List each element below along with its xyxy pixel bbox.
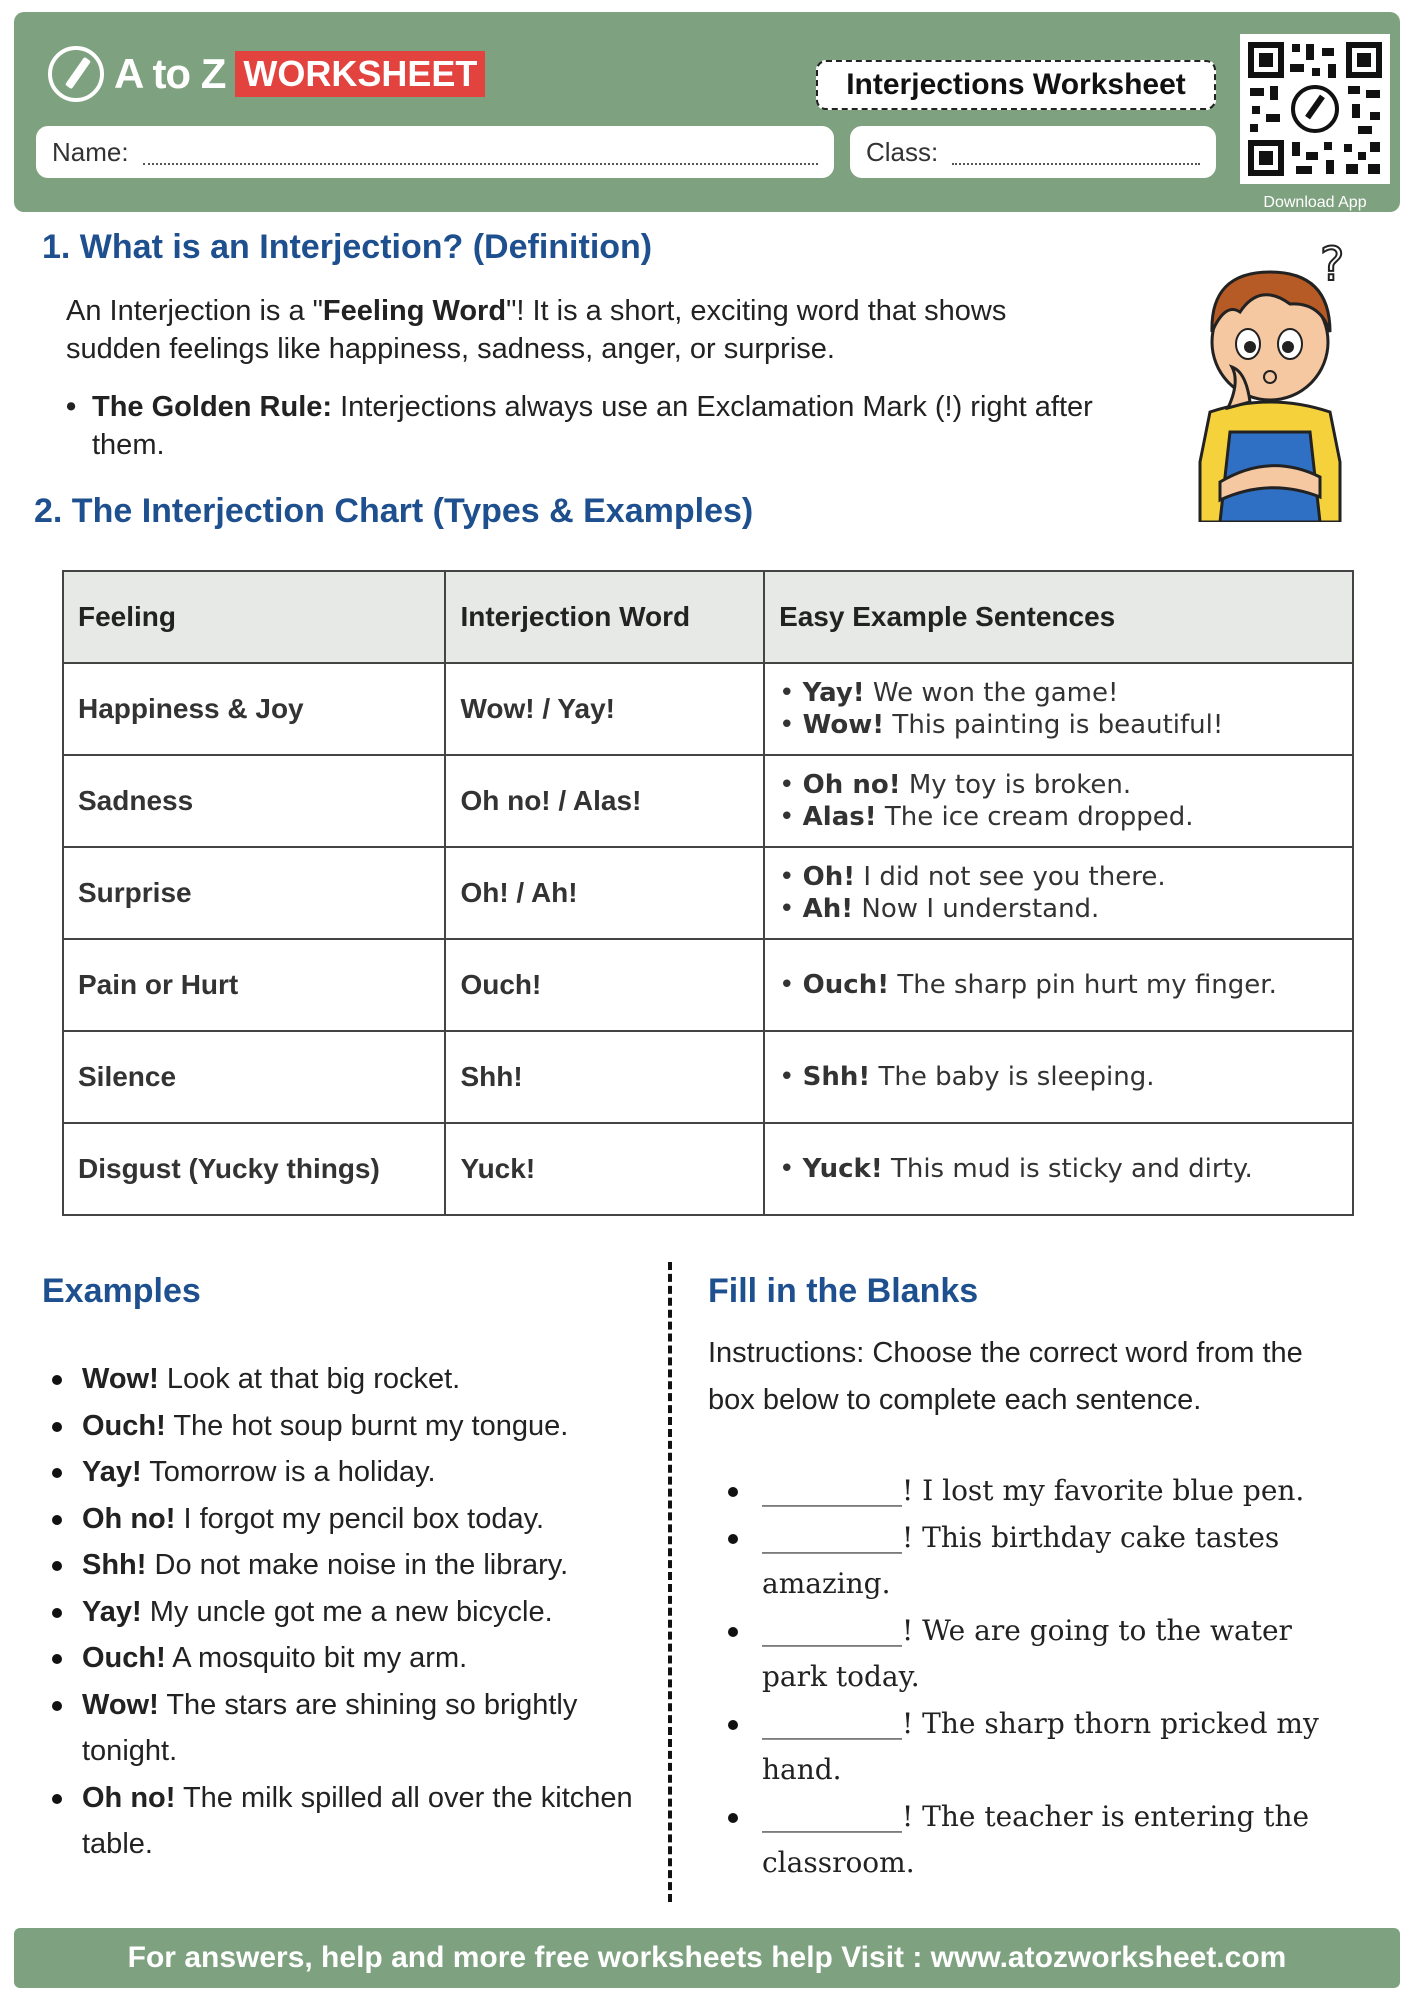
golden-rule [66,388,1116,464]
feeling-cell: Silence [63,1031,445,1123]
example-sentence: • Yay! We won the game! [779,678,1119,708]
fill-blank-item[interactable]: __________! I lost my favorite blue pen. [722,1468,1352,1515]
example-text: The milk spilled all over the kitchen table. [82,1781,633,1860]
examples-list [46,1356,646,1868]
feeling-cell: Surprise [63,847,445,939]
example-interjection: Shh! [802,1062,871,1092]
example-text: Tomorrow is a holiday. [141,1456,436,1488]
example-text: I forgot my pencil box today. [175,1502,545,1535]
example-interjection: Oh no! [802,770,901,800]
column-header-word: Interjection Word [445,571,764,663]
interjection-cell: Wow! / Yay! [445,663,764,755]
example-interjection: Yay! [82,1595,142,1628]
definition-text [66,292,1106,368]
example-text: Now I understand. [853,894,1100,924]
example-sentence: • Oh no! My toy is broken. [779,770,1132,800]
list-item [46,1542,646,1589]
example-sentence: • Ah! Now I understand. [779,894,1100,924]
list-item [46,1356,646,1403]
class-line[interactable] [952,139,1200,165]
example-interjection: Ouch! [82,1409,166,1442]
examples-cell [764,1123,1353,1215]
example-text: The hot soup burnt my tongue. [165,1409,569,1442]
list-item [46,1589,646,1636]
footer-text[interactable]: For answers, help and more free worksheets help Visit : www.atozworksheet.com [127,1941,1287,1974]
name-line[interactable] [143,139,818,165]
golden-rule-label: The Golden Rule: [92,391,333,423]
name-field[interactable] [36,126,834,178]
interjection-chart-table [62,570,1354,1216]
interjection-cell: Oh! / Ah! [445,847,764,939]
table-row [63,939,1353,1031]
feeling-cell: Happiness & Joy [63,663,445,755]
fill-blank-item[interactable]: __________! The teacher is entering the classroom. [722,1794,1352,1887]
example-text: Look at that big rocket. [158,1363,461,1395]
example-interjection: Yuck! [802,1154,883,1184]
list-item [46,1403,646,1450]
list-item [46,1449,646,1496]
examples-cell [764,663,1353,755]
example-sentence: • Shh! The baby is sleeping. [779,1062,1155,1092]
example-interjection: Ouch! [82,1642,166,1674]
examples-cell [764,1031,1353,1123]
list-item [46,1496,646,1543]
class-field[interactable] [850,126,1216,178]
example-text: The baby is sleeping. [870,1062,1155,1092]
examples-cell [764,939,1353,1031]
interjection-cell: Shh! [445,1031,764,1123]
worksheet-title: Interjections Worksheet [816,60,1216,110]
table-row [63,1031,1353,1123]
thinking-boy-illustration [1170,232,1370,522]
definition-bold: Feeling Word [322,295,507,327]
example-text: My uncle got me a new bicycle. [141,1595,553,1628]
golden-rule-text: Interjections always use an Exclamation Mark (!) right after them. [92,391,1093,461]
table-row [63,755,1353,847]
example-text: The ice cream dropped. [876,802,1194,832]
fill-blank-item[interactable]: __________! The sharp thorn pricked my hand. [722,1701,1352,1794]
logo-tag-text: WORKSHEET [235,51,485,97]
example-sentence: • Oh! I did not see you there. [779,862,1166,892]
example-interjection: Oh no! [82,1502,176,1535]
example-interjection: Alas! [802,802,877,832]
example-text: Do not make noise in the library. [146,1549,569,1581]
example-interjection: Shh! [82,1549,147,1581]
table-row [63,1123,1353,1215]
feeling-cell: Pain or Hurt [63,939,445,1031]
definition-post: "! It is a short, exciting word that shows sudden feelings like happiness, sadness, anger, or surprise. [66,295,1007,365]
example-text: My toy is broken. [900,770,1132,800]
example-text: This painting is beautiful! [884,710,1224,740]
pen-logo-icon [48,46,104,102]
column-header-feeling: Feeling [63,571,445,663]
qr-caption: Download App [1263,194,1367,211]
example-sentence: • Yuck! This mud is sticky and dirty. [779,1154,1253,1184]
example-interjection: Wow! [82,1688,159,1721]
list-item [46,1635,646,1682]
svg-text:?: ? [1320,237,1345,291]
example-interjection: Ah! [802,894,854,924]
example-interjection: Yay! [82,1456,142,1488]
example-sentence: • Wow! This painting is beautiful! [779,710,1224,740]
table-row [63,663,1353,755]
examples-cell [764,847,1353,939]
interjection-cell: Oh no! / Alas! [445,755,764,847]
example-sentence: • Alas! The ice cream dropped. [779,802,1194,832]
interjection-cell: Ouch! [445,939,764,1031]
definition-heading: 1. What is an Interjection? (Definition) [42,228,653,266]
column-divider [668,1262,672,1902]
example-text: The stars are shining so brightly tonight. [82,1688,578,1767]
fill-instructions: Instructions: Choose the correct word from the box below to complete each sentence. [708,1337,1303,1416]
example-interjection: Ouch! [802,970,890,1000]
example-interjection: Yay! [802,678,865,708]
interjection-cell: Yuck! [445,1123,764,1215]
qr-code-icon[interactable] [1240,34,1390,184]
list-item [46,1682,646,1775]
header-banner [14,12,1400,212]
example-text: This mud is sticky and dirty. [882,1154,1253,1184]
definition-pre: An Interjection is a " [66,295,323,327]
example-interjection: Oh no! [82,1781,176,1814]
logo-main-text: A to Z [114,50,226,97]
example-text: A mosquito bit my arm. [165,1642,468,1674]
footer-banner [14,1928,1400,1988]
example-text: We won the game! [864,678,1119,708]
example-interjection: Wow! [802,710,885,740]
fill-blanks-list [722,1468,1352,1887]
table-row [63,847,1353,939]
feeling-cell: Sadness [63,755,445,847]
golden-rule-item [66,388,1116,464]
fill-blank-item[interactable]: __________! We are going to the water park today. [722,1608,1352,1701]
examples-heading: Examples [42,1272,201,1310]
chart-heading: 2. The Interjection Chart (Types & Examples) [34,492,754,530]
name-label: Name: [52,136,129,167]
fill-blank-item[interactable]: __________! This birthday cake tastes amazing. [722,1515,1352,1608]
class-label: Class: [866,136,939,167]
example-interjection: Oh! [802,862,856,892]
list-item [46,1775,646,1868]
feeling-cell: Disgust (Yucky things) [63,1123,445,1215]
example-interjection: Wow! [82,1363,159,1395]
example-sentence: • Ouch! The sharp pin hurt my finger. [779,970,1277,1000]
question-mark-icon [1320,237,1344,291]
example-text: The sharp pin hurt my finger. [889,970,1277,1000]
examples-cell [764,755,1353,847]
site-logo[interactable] [48,46,485,102]
example-text: I did not see you there. [855,862,1166,892]
table-header-row [63,571,1353,663]
fill-blanks-heading: Fill in the Blanks [708,1272,979,1310]
column-header-examples: Easy Example Sentences [764,571,1353,663]
